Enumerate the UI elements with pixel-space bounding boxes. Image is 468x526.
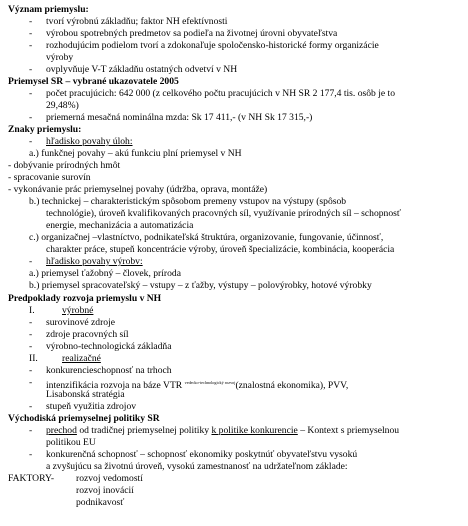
list-item-continuation: energie, mechanizácia a automatizácia	[46, 220, 194, 231]
list-item: - dobývanie prírodných hmôt	[8, 160, 121, 171]
list-item: - výrobno-technologická základňa	[46, 341, 171, 352]
list-item-continuation: výroby	[46, 52, 74, 63]
list-item-lettered: a.) funkčnej povahy – akú funkciu plní priemysel v NH	[29, 148, 242, 159]
inline-text: od tradičnej priemyselnej politiky	[79, 425, 210, 436]
list-item-continuation: a zvyšujúcu sa životnú úroveň, vysokú zamestnanosť na udržateľnom základe:	[46, 461, 348, 472]
faktory-label: FAKTORY-	[8, 473, 55, 484]
section-heading-vychodiska: Východiská priemyselnej politiky SR	[8, 413, 160, 424]
subheading-povaha-vyrobv: - hľadisko povahy výrobv:	[46, 256, 143, 267]
vtr-text: intenzifikácia rozvoja na báze VTR	[46, 380, 183, 391]
faktor-item: rozvoj inovácií	[76, 485, 134, 496]
list-item-continuation: politikou EU	[46, 437, 96, 448]
list-item: - stupeň využitia zdrojov	[46, 401, 136, 412]
list-item-lettered: b.) technickej – charakteristickým spôsobom premeny vstupov na výstupy (spôsob	[29, 196, 347, 207]
vtr-continuation: (znalostná ekonomika), PVV,	[235, 380, 349, 391]
list-item	[46, 425, 399, 436]
underlined-term: k politike konkurencie	[211, 425, 298, 436]
faktor-item: podnikavosť	[76, 497, 125, 508]
list-item: - výrobou spotrebných predmetov sa podieľa na životnej úrovni obyvateľstva	[46, 28, 337, 39]
list-item-continuation: charakter práce, stupeň koncentrácie výroby, úroveň špecializácie, kombinácia, kooperácia	[46, 244, 395, 255]
list-item: - surovinové zdroje	[46, 317, 115, 328]
list-item-lettered: a.) priemysel ťažobný – človek, príroda	[29, 268, 181, 279]
list-item-lettered: b.) priemysel spracovateľský – vstupy – z ťažby, výstupy – polovýrobky, hotové výrobky	[29, 280, 372, 291]
roman-numeral: II.	[29, 353, 38, 364]
section-heading-znaky: Znaky priemyslu:	[8, 124, 82, 135]
section-heading-ukazovatele: Priemysel SR – vybrané ukazovatele 2005	[8, 76, 179, 87]
section-heading-predpoklady: Predpoklady rozvoja priemyslu v NH	[8, 293, 162, 304]
list-item: - konkurenčná schopnosť – schopnosť ekonomiky poskytnúť obyvateľstvu vysokú	[46, 449, 357, 460]
list-item-lettered: c.) organizačnej –vlastníctvo, podnikateľská štruktúra, organizovanie, fungovanie, účinnosť,	[29, 232, 384, 243]
list-item: - ovplyvňuje V-T základňu ostatných odvetví v NH	[46, 64, 237, 75]
list-item: - spracovanie surovín	[8, 172, 91, 183]
list-item-continuation: 29,48%)	[46, 100, 79, 111]
list-item-continuation: Lisabonská stratégia	[46, 389, 125, 400]
list-item: - rozhodujúcim podielom tvorí a zdokonaľuje spoločensko-historické formy organizácie	[46, 40, 379, 51]
list-item-continuation: technológie), úroveň kvalifikovaných pracovných síl, využívanie prírodných síl – schopnosť	[46, 208, 401, 219]
vtr-superscript: vedecko-technologický rozvoj	[184, 380, 236, 385]
subheading-realizacne: realizačné	[62, 353, 101, 364]
list-item: - vykonávanie prác priemyselnej povahy (údržba, oprava, montáže)	[8, 184, 268, 195]
roman-numeral: I.	[29, 305, 35, 316]
list-item: - priemerná mesačná nominálna mzda: Sk 17 411,- (v NH Sk 17 315,-)	[46, 112, 312, 123]
list-item: - tvorí výrobnú základňu; faktor NH efektívnosti	[46, 16, 227, 27]
list-item: - počet pracujúcich: 642 000 (z celkového počtu pracujúcich v NH SR 2 177,4 tis. osôb je to	[46, 88, 395, 99]
list-item: - konkurencieschopnosť na trhoch	[46, 365, 172, 376]
subheading-povaha-uloh: - hľadisko povahy úloh:	[46, 136, 133, 147]
inline-text: – Kontext s priemyselnou	[300, 425, 400, 436]
list-item: - zdroje pracovných síl	[46, 329, 129, 340]
subheading-vyrobne: výrobné	[62, 305, 94, 316]
faktor-item: rozvoj vedomostí	[76, 473, 143, 484]
section-heading-vyznam: Význam priemyslu:	[8, 4, 89, 15]
underlined-term: prechod	[46, 425, 77, 436]
